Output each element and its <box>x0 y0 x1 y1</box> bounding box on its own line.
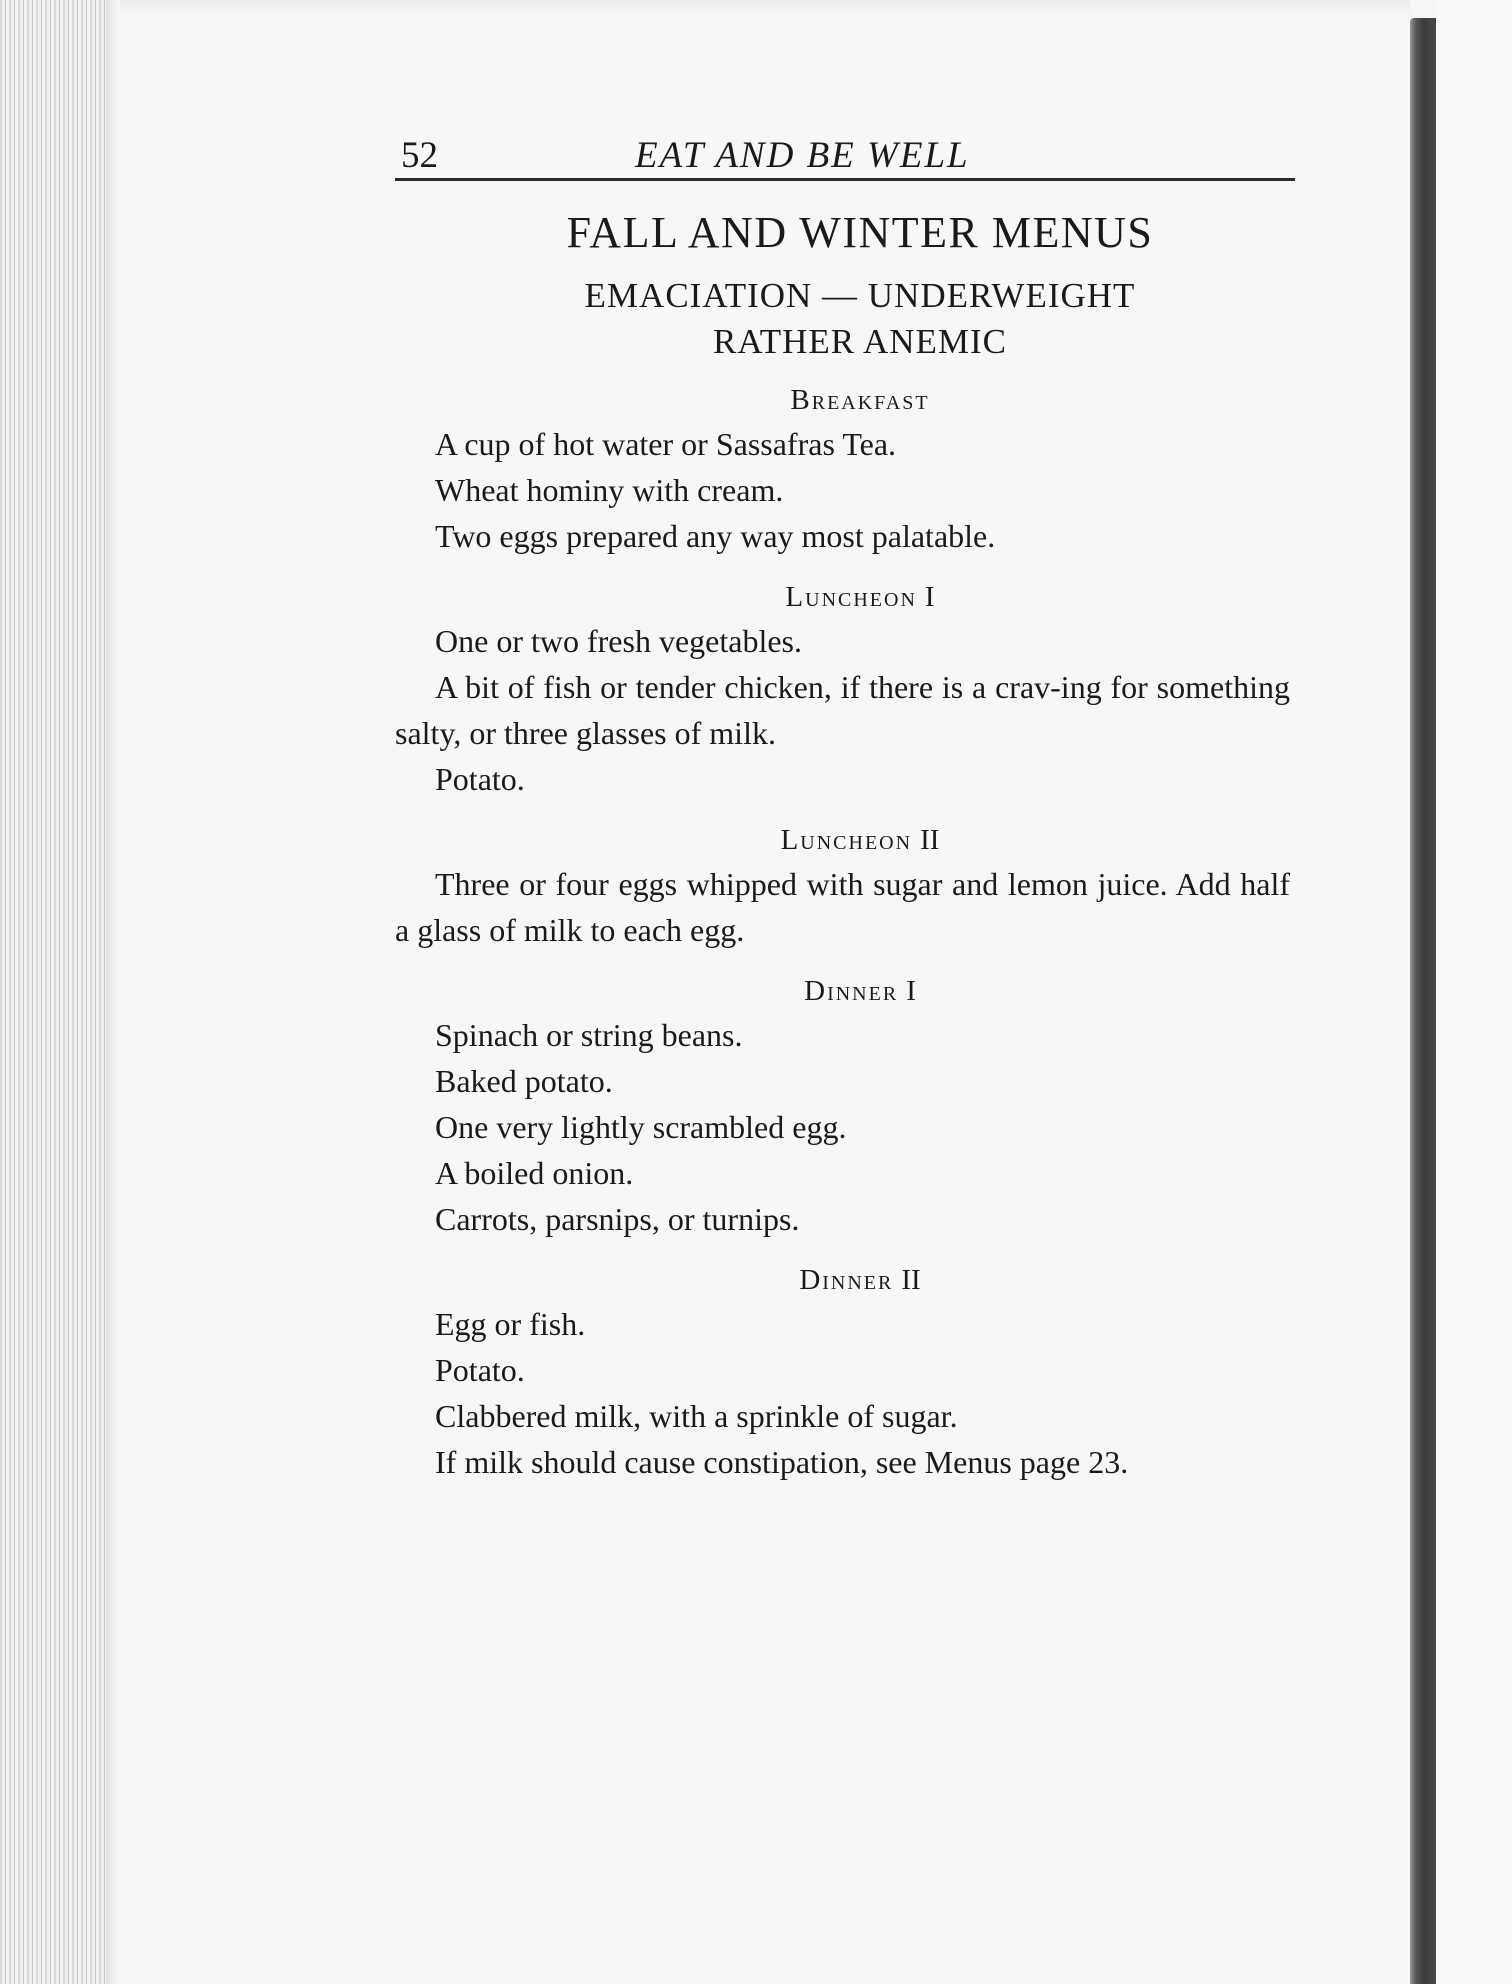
dinner-1-line: One very lightly scrambled egg. <box>435 1109 847 1145</box>
breakfast-line: Two eggs prepared any way most palatable. <box>435 518 996 554</box>
dinner-1-line: Baked potato. <box>435 1063 613 1099</box>
book-page-edges <box>0 0 120 1984</box>
luncheon-1-numeral: I <box>924 581 935 613</box>
luncheon-1-heading-text: Luncheon <box>785 581 917 613</box>
dinner-1-heading-text: Dinner <box>804 975 899 1007</box>
dinner-2-paragraph: If milk should cause constipation, see Menus page 23. <box>435 1444 1129 1480</box>
luncheon-2-heading <box>395 824 1295 857</box>
breakfast-heading-text: Breakfast <box>790 384 930 416</box>
running-head <box>395 128 1295 181</box>
luncheon-1-paragraph: A bit of fish or tender chicken, if there is a crav-ing for something salty, or three glasses of milk. <box>395 669 1290 751</box>
running-title: EAT AND BE WELL <box>635 135 970 176</box>
dinner-2-heading <box>395 1264 1295 1297</box>
page-number: 52 <box>401 135 438 176</box>
dinner-1-numeral: I <box>906 975 916 1007</box>
luncheon-2-numeral: II <box>920 824 940 856</box>
breakfast-line: Wheat hominy with cream. <box>435 472 784 508</box>
dinner-1-line: Carrots, parsnips, or turnips. <box>435 1201 800 1237</box>
breakfast-heading <box>395 384 1295 417</box>
subtitle-condition: EMACIATION — UNDERWEIGHT <box>584 276 1136 315</box>
chapter-title: FALL AND WINTER MENUS <box>566 208 1154 257</box>
subtitle-anemic: RATHER ANEMIC <box>713 322 1007 361</box>
dinner-2-line: Potato. <box>435 1352 525 1388</box>
dinner-2-line: Clabbered milk, with a sprinkle of sugar. <box>435 1398 958 1434</box>
book-cover-edge <box>1410 18 1436 1984</box>
dinner-1-line: Spinach or string beans. <box>435 1017 743 1053</box>
luncheon-1-line: Potato. <box>435 761 525 797</box>
dinner-1-line: A boiled onion. <box>435 1155 634 1191</box>
page-content <box>395 128 1295 1485</box>
luncheon-1-heading <box>395 581 1295 614</box>
breakfast-line: A cup of hot water or Sassafras Tea. <box>435 426 897 462</box>
dinner-2-line: Egg or fish. <box>435 1306 586 1342</box>
dinner-1-heading <box>395 975 1295 1008</box>
luncheon-1-line: One or two fresh vegetables. <box>435 623 802 659</box>
top-shadow <box>120 0 1410 16</box>
luncheon-2-paragraph: Three or four eggs whipped with sugar and lemon juice. Add half a glass of milk to each egg. <box>395 866 1290 948</box>
luncheon-2-heading-text: Luncheon <box>780 824 913 856</box>
dinner-2-heading-text: Dinner <box>799 1264 894 1296</box>
right-margin <box>1436 0 1512 1984</box>
dinner-2-numeral: II <box>901 1264 921 1296</box>
